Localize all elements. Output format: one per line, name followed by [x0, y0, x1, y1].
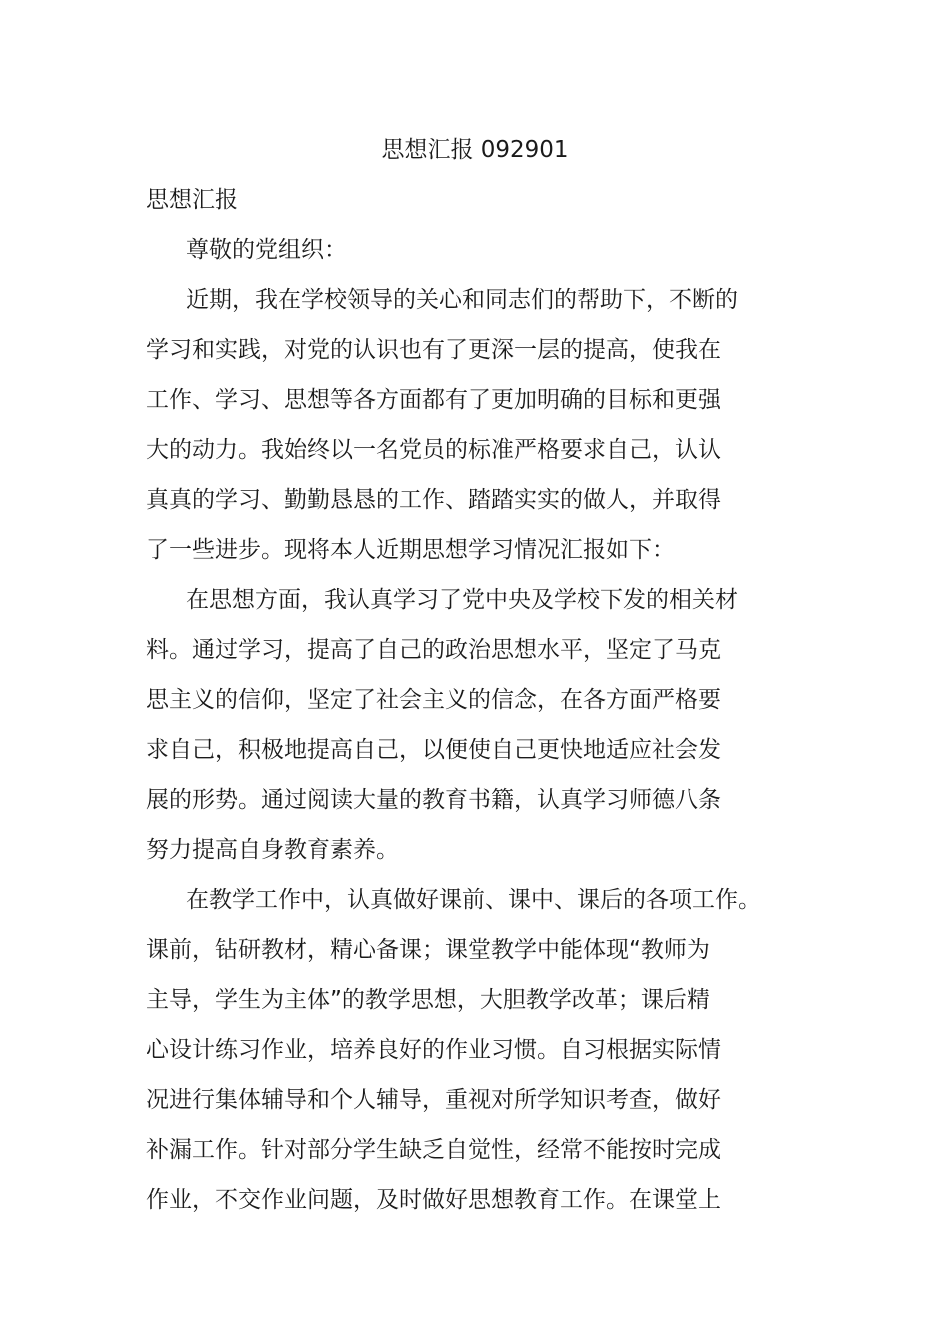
paragraph-line: 心设计练习作业，培养良好的作业习惯。自习根据实际情 [146, 1037, 721, 1063]
paragraph-line: 作业，不交作业问题，及时做好思想教育工作。在课堂上 [146, 1187, 721, 1213]
paragraph-line: 料。通过学习，提高了自己的政治思想水平，坚定了马克 [146, 637, 721, 663]
paragraph-line: 求自己，积极地提高自己，以便使自己更快地适应社会发 [146, 737, 721, 763]
paragraph-line: 在教学工作中，认真做好课前、课中、课后的各项工作。 [186, 887, 761, 913]
paragraph-line: 展的形势。通过阅读大量的教育书籍，认真学习师德八条 [146, 787, 721, 813]
paragraph-line: 努力提高自身教育素养。 [146, 837, 399, 863]
paragraph-line: 学习和实践，对党的认识也有了更深一层的提高，使我在 [146, 337, 721, 363]
paragraph-line: 大的动力。我始终以一名党员的标准严格要求自己，认认 [146, 437, 721, 463]
paragraph-line: 补漏工作。针对部分学生缺乏自觉性，经常不能按时完成 [146, 1137, 721, 1163]
paragraph-line: 思主义的信仰，坚定了社会主义的信念，在各方面严格要 [146, 687, 721, 713]
paragraph-line: 况进行集体辅导和个人辅导，重视对所学知识考查，做好 [146, 1087, 721, 1113]
paragraph-line: 近期，我在学校领导的关心和同志们的帮助下，不断的 [186, 287, 738, 313]
document-heading: 思想汇报 [146, 187, 238, 213]
paragraph-line: 工作、学习、思想等各方面都有了更加明确的目标和更强 [146, 387, 721, 413]
paragraph-line: 了一些进步。现将本人近期思想学习情况汇报如下： [146, 537, 675, 563]
paragraph-line: 真真的学习、勤勤恳恳的工作、踏踏实实的做人，并取得 [146, 487, 721, 513]
paragraph-line: 在思想方面，我认真学习了党中央及学校下发的相关材 [186, 587, 738, 613]
salutation: 尊敬的党组织： [186, 237, 347, 263]
document-title: 思想汇报 092901 [381, 137, 569, 163]
paragraph-line: 课前，钻研教材，精心备课；课堂教学中能体现“教师为 [146, 937, 710, 963]
paragraph-line: 主导，学生为主体”的教学思想，大胆教学改革；课后精 [146, 987, 710, 1013]
